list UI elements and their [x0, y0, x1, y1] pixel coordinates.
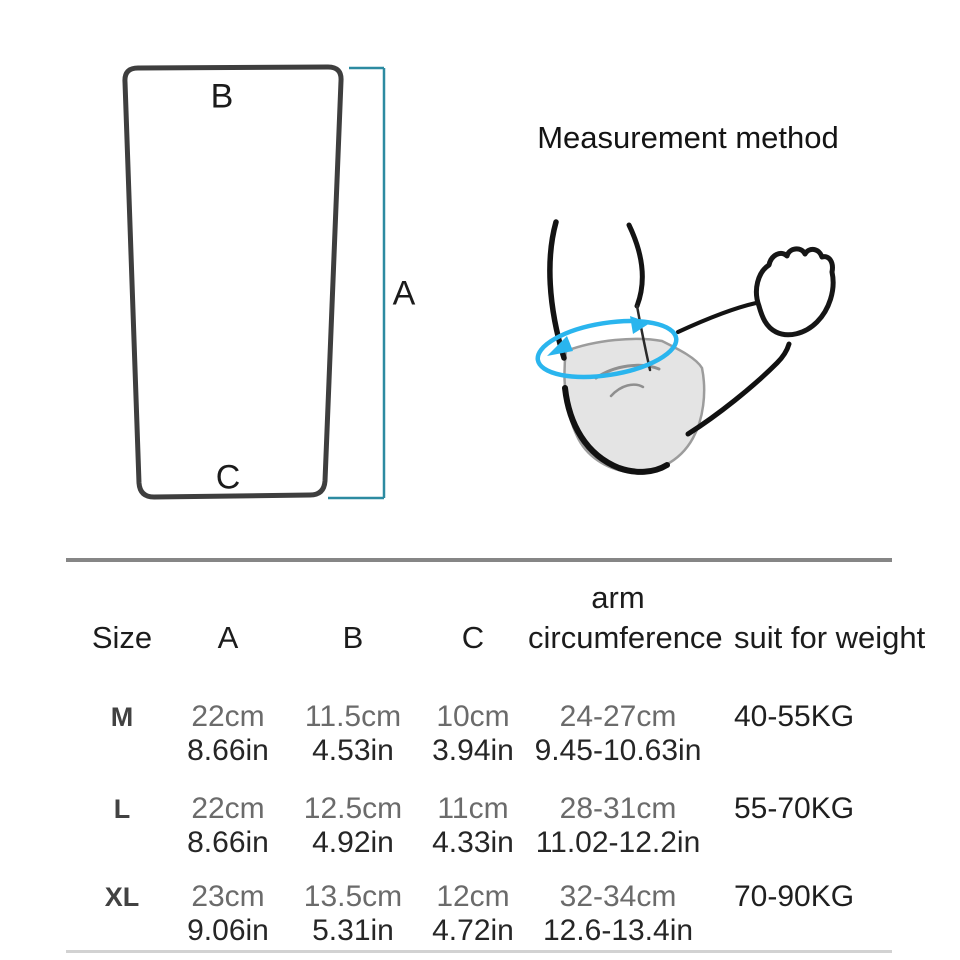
table-header	[0, 578, 960, 658]
label-b: B	[210, 77, 234, 116]
value-c-in: 3.94in	[432, 734, 514, 767]
value-a-cm: 23cm	[191, 880, 265, 913]
sleeve-trapezoid-shape	[125, 67, 341, 497]
size-label: M	[110, 702, 134, 732]
value-arm-cm: 28-31cm	[559, 792, 677, 825]
arm-illustration	[534, 222, 833, 472]
value-arm-cm: 24-27cm	[559, 700, 677, 733]
measurement-method-title: Measurement method	[537, 120, 839, 155]
divider-line-bottom	[66, 950, 892, 953]
value-a-in: 8.66in	[187, 826, 269, 859]
col-header-b: B	[342, 620, 364, 655]
label-a: A	[392, 274, 416, 313]
value-weight: 55-70KG	[734, 792, 855, 825]
size-label: XL	[104, 882, 140, 912]
value-arm-in: 12.6-13.4in	[542, 914, 694, 947]
value-c-in: 4.33in	[432, 826, 514, 859]
forearm-top-outline	[678, 303, 756, 332]
value-a-cm: 22cm	[191, 700, 265, 733]
value-arm-in: 11.02-12.2in	[535, 826, 701, 859]
value-b-cm: 12.5cm	[303, 792, 403, 825]
col-header-arm-circumference: arm circumference	[528, 580, 723, 655]
value-b-in: 4.53in	[312, 734, 394, 767]
value-a-cm: 22cm	[191, 792, 265, 825]
value-c-cm: 10cm	[436, 700, 510, 733]
value-c-cm: 12cm	[436, 880, 510, 913]
table-row-xl	[0, 880, 960, 948]
divider-line-top	[66, 558, 892, 562]
label-c: C	[215, 458, 241, 497]
value-b-in: 4.92in	[312, 826, 394, 859]
upper-arm-outline	[629, 225, 642, 306]
height-bracket-line	[328, 68, 384, 498]
value-b-cm: 11.5cm	[304, 700, 402, 733]
col-header-a: A	[217, 620, 239, 655]
value-weight: 40-55KG	[734, 700, 855, 733]
col-header-weight: suit for weight	[734, 620, 926, 655]
size-label: L	[113, 794, 131, 824]
col-header-c: C	[461, 620, 485, 655]
value-a-in: 9.06in	[187, 914, 269, 947]
fist-outline	[756, 249, 833, 335]
value-b-cm: 13.5cm	[303, 880, 403, 913]
value-b-in: 5.31in	[312, 914, 394, 947]
value-arm-cm: 32-34cm	[559, 880, 677, 913]
value-c-cm: 11cm	[437, 792, 509, 825]
value-weight: 70-90KG	[734, 880, 855, 913]
elbow-sleeve-shape	[564, 339, 704, 473]
value-arm-in: 9.45-10.63in	[534, 734, 702, 767]
value-c-in: 4.72in	[432, 914, 514, 947]
table-row-m	[0, 700, 960, 768]
table-row-l	[0, 792, 960, 860]
value-a-in: 8.66in	[187, 734, 269, 767]
col-header-size: Size	[91, 620, 153, 655]
